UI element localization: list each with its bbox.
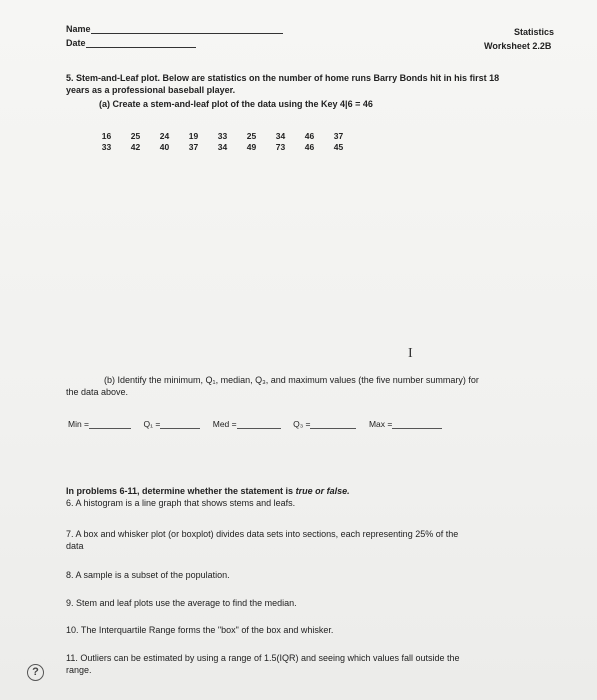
- name-label: Name: [66, 24, 91, 34]
- tf-intro: [66, 485, 566, 509]
- data-cell: 40: [159, 142, 170, 152]
- data-cell: 25: [130, 131, 141, 141]
- data-cell: 49: [246, 142, 257, 152]
- tf-intro-emphasis: true or false.: [295, 486, 350, 496]
- median-field: [213, 419, 281, 429]
- question-9: 9. Stem and leaf plots use the average to find the median.: [66, 598, 297, 608]
- part-a-instructions: (a) Create a stem-and-leaf plot of the data using the Key 4|6 = 46: [99, 99, 373, 109]
- name-row: [66, 24, 283, 34]
- q3-blank[interactable]: [310, 420, 356, 429]
- question-7-line2: data: [66, 541, 84, 551]
- question-7: [66, 528, 566, 552]
- min-field: [68, 419, 131, 429]
- question-10: 10. The Interquartile Range forms the "box" of the box and whisker.: [66, 625, 334, 635]
- q1-label: Q₁ =: [143, 419, 161, 429]
- data-cell: 34: [217, 142, 228, 152]
- data-cell: 46: [304, 142, 315, 152]
- part-b-line2: the data above.: [66, 387, 129, 397]
- question-7-line1: 7. A box and whisker plot (or boxplot) divides data sets into sections, each representing 25% of the: [66, 529, 459, 539]
- data-cell: 37: [333, 131, 344, 141]
- date-row: [66, 38, 196, 48]
- min-blank[interactable]: [89, 420, 131, 429]
- median-label: Med =: [212, 419, 237, 429]
- five-number-summary: [68, 414, 548, 432]
- text-cursor-icon: I: [408, 346, 413, 361]
- data-cell: 19: [188, 131, 199, 141]
- data-cell: 16: [101, 131, 112, 141]
- problem5-heading: [66, 72, 566, 96]
- data-cell: 45: [333, 142, 344, 152]
- part-b-instructions: [66, 374, 566, 398]
- data-cell: 24: [159, 131, 170, 141]
- max-blank[interactable]: [392, 420, 442, 429]
- table-row: [92, 131, 353, 142]
- subject-label: Statistics: [514, 27, 555, 37]
- data-cell: 42: [130, 142, 141, 152]
- q3-label: Q₃ =: [293, 419, 311, 429]
- question-11: [66, 652, 566, 676]
- question-circle-icon[interactable]: ?: [27, 664, 44, 681]
- q1-blank[interactable]: [160, 420, 200, 429]
- data-cell: 73: [275, 142, 286, 152]
- data-cell: 46: [304, 131, 315, 141]
- max-field: [369, 419, 442, 429]
- problem5-desc: Below are statistics on the number of home runs Barry Bonds hit in his first 18: [160, 73, 500, 83]
- name-line: [91, 24, 283, 34]
- question-6: 6. A histogram is a line graph that shows stems and leafs.: [66, 498, 296, 508]
- max-label: Max =: [368, 419, 393, 429]
- worksheet-label: Worksheet 2.2B: [484, 41, 552, 51]
- data-cell: 37: [188, 142, 199, 152]
- q3-field: [293, 419, 356, 429]
- data-cell: 33: [101, 142, 112, 152]
- table-row: [92, 142, 353, 153]
- data-cell: 33: [217, 131, 228, 141]
- problem5-desc-line2: years as a professional baseball player.: [66, 85, 236, 95]
- data-cell: 25: [246, 131, 257, 141]
- question-11-line1: 11. Outliers can be estimated by using a range of 1.5(IQR) and seeing which values fall outside the: [66, 653, 460, 663]
- date-line: [86, 38, 196, 48]
- data-table: [92, 131, 353, 153]
- data-cell: 34: [275, 131, 286, 141]
- median-blank[interactable]: [237, 420, 281, 429]
- question-8: 8. A sample is a subset of the population.: [66, 570, 230, 580]
- problem5-title: 5. Stem-and-Leaf plot.: [66, 73, 161, 83]
- q1-field: [143, 419, 200, 429]
- min-label: Min =: [68, 419, 90, 429]
- tf-intro-text: In problems 6-11, determine whether the statement is: [66, 486, 296, 496]
- part-b-line1: (b) Identify the minimum, Q₁, median, Q₃, and maximum values (the five number summary) for: [104, 375, 479, 385]
- question-11-line2: range.: [66, 665, 92, 675]
- date-label: Date: [66, 38, 86, 48]
